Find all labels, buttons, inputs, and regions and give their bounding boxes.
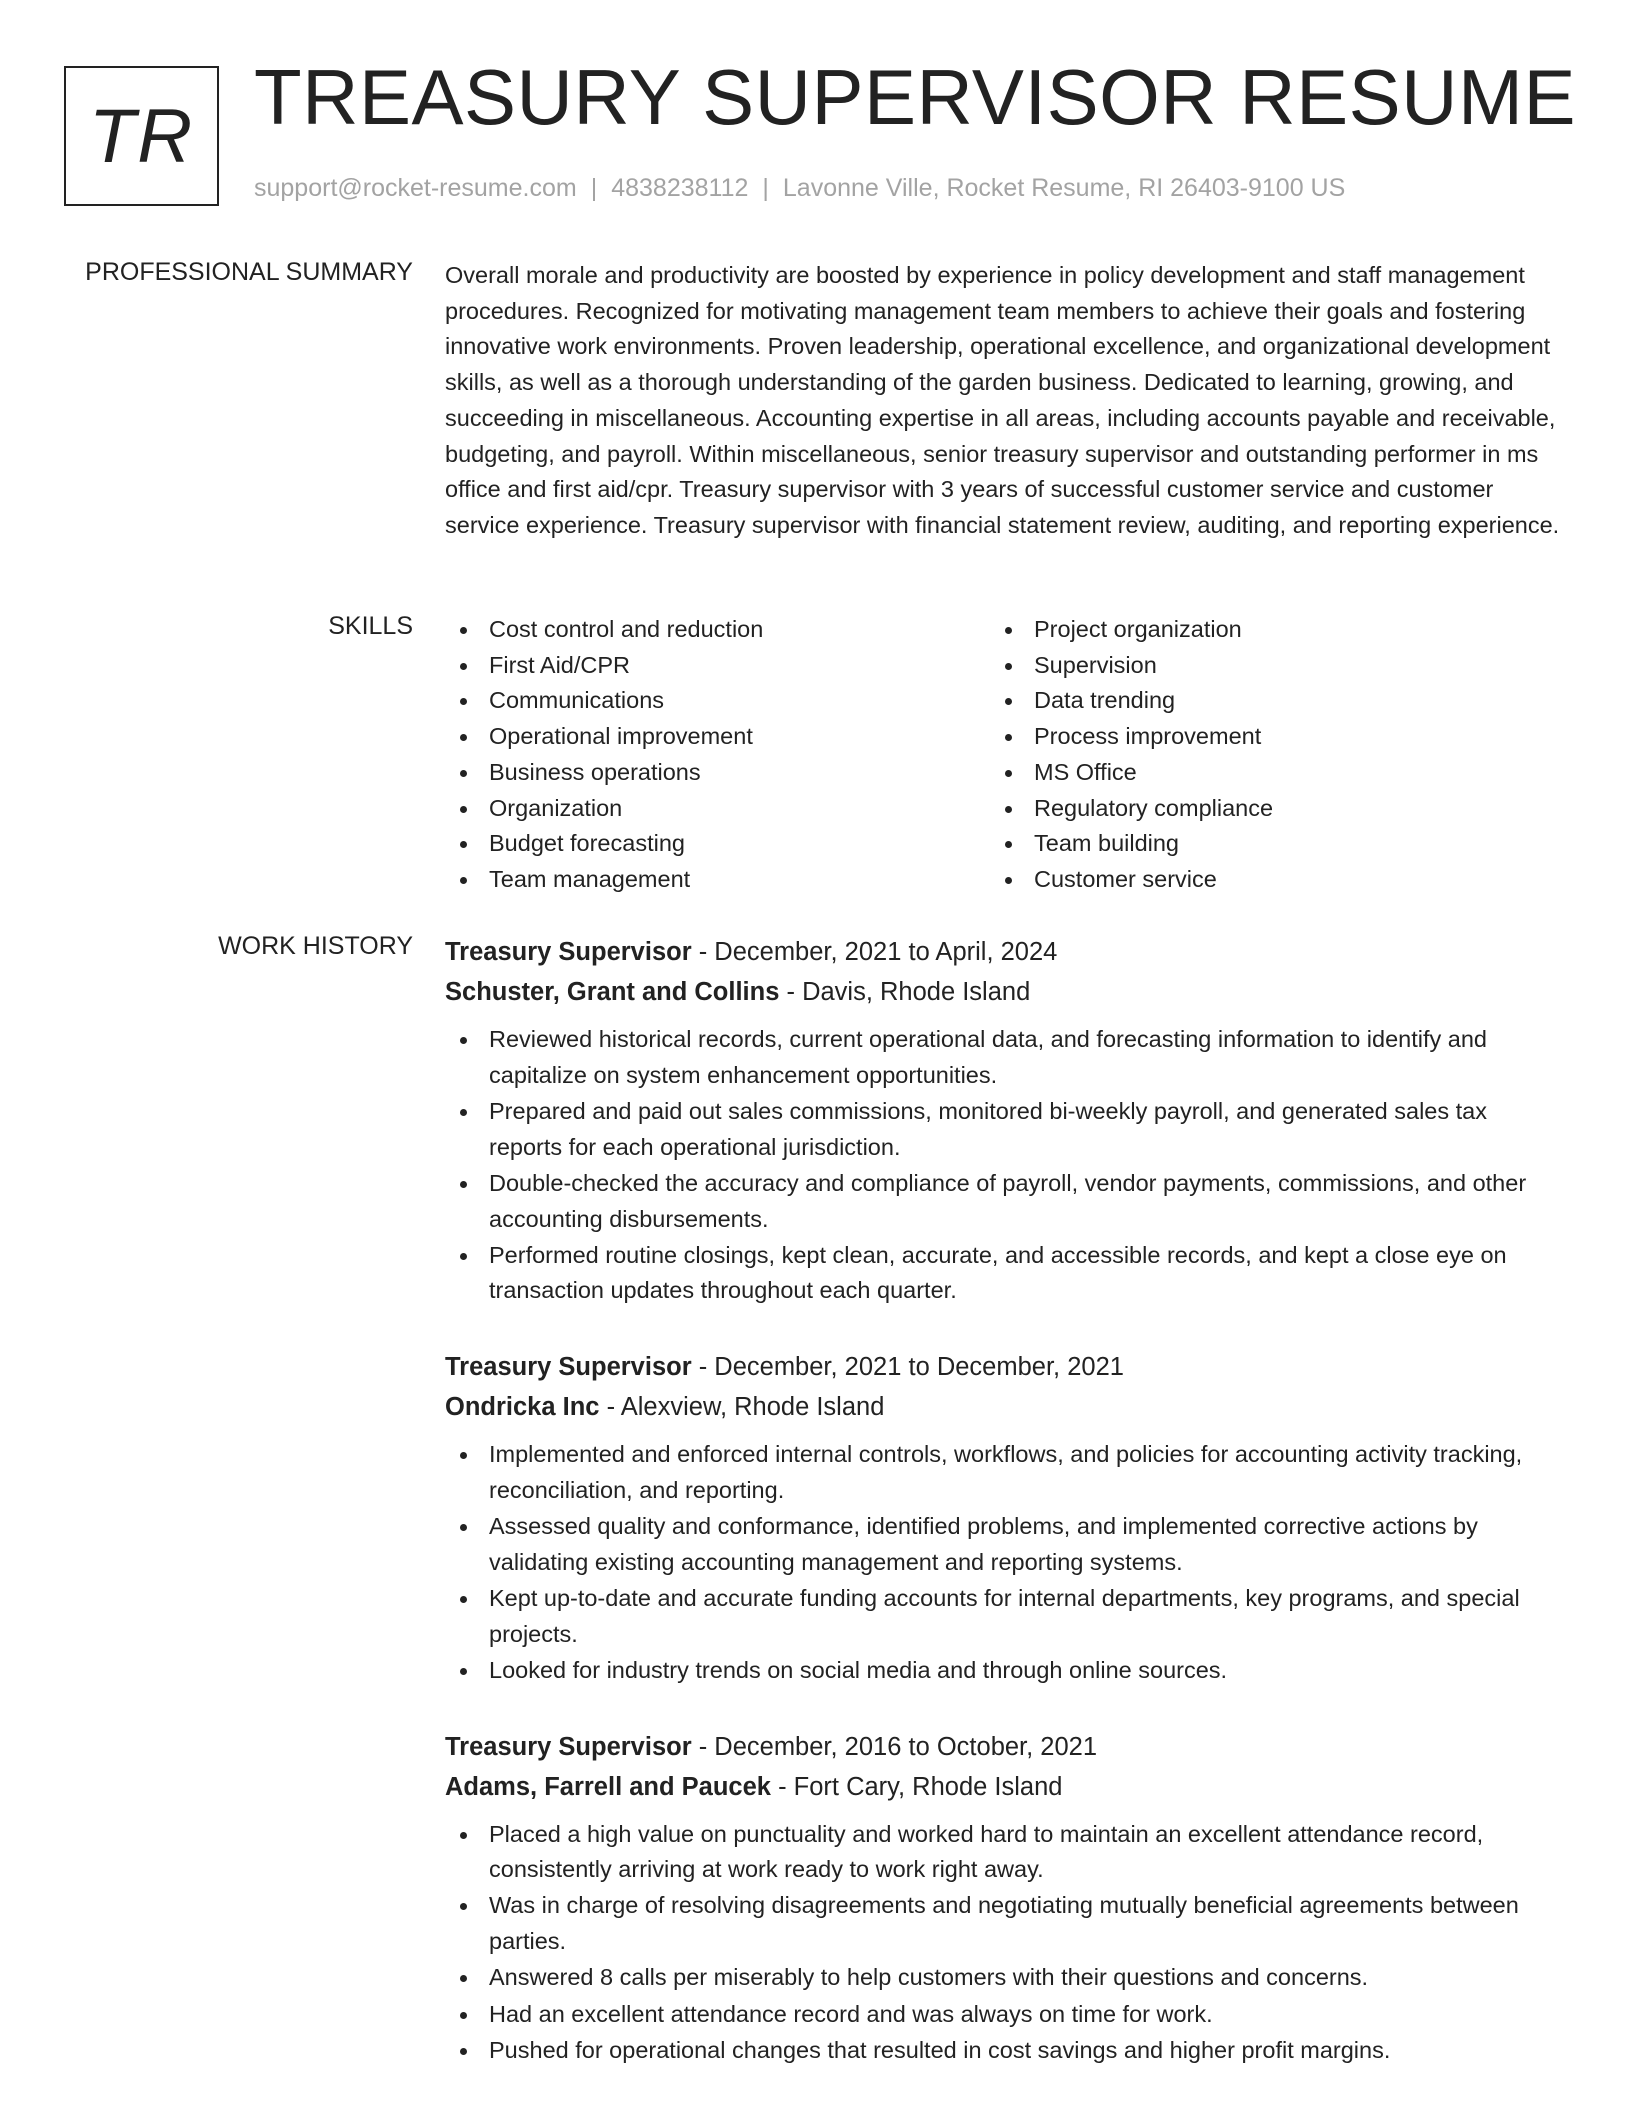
job-location: - Alexview, Rhode Island [599, 1393, 885, 1422]
job-bullet: Looked for industry trends on social media and through online sources. [445, 1653, 1560, 1689]
skill-item: Regulatory compliance [990, 791, 1535, 827]
job-bullets [445, 1022, 1560, 1309]
job-entry [445, 932, 1560, 1309]
job-title-line [445, 1727, 1560, 1767]
skill-item: Supervision [990, 648, 1535, 684]
contact-phone: 4838238112 [611, 174, 749, 202]
contact-address: Lavonne Ville, Rocket Resume, RI 26403-9100 US [782, 174, 1346, 202]
contact-separator: | [762, 174, 769, 202]
job-location: - Fort Cary, Rhode Island [770, 1772, 1063, 1801]
job-title-line [445, 1347, 1560, 1387]
job-bullet: Double-checked the accuracy and compliance of payroll, vendor payments, commissions, and other accounting disbursements. [445, 1166, 1560, 1237]
skill-item: Communications [445, 683, 990, 719]
skill-item: Organization [445, 791, 990, 827]
job-company: Schuster, Grant and Collins [445, 978, 780, 1006]
skill-item: MS Office [990, 755, 1535, 791]
skill-item: First Aid/CPR [445, 648, 990, 684]
skill-item: Project organization [990, 612, 1535, 648]
job-company: Ondricka Inc [445, 1393, 600, 1422]
job-bullets [445, 1817, 1560, 2069]
job-bullet: Kept up-to-date and accurate funding accounts for internal departments, key programs, and special projects. [445, 1581, 1560, 1652]
skills-body [445, 612, 1560, 898]
job-dates: - December, 2021 to December, 2021 [691, 1353, 1124, 1382]
job-company: Adams, Farrell and Paucek [445, 1772, 771, 1801]
skill-item: Budget forecasting [445, 826, 990, 862]
contact-line [254, 174, 1345, 203]
job-bullets [445, 1437, 1560, 1688]
job-bullet: Assessed quality and conformance, identified problems, and implemented corrective actions by validating existing accounting management and reporting systems. [445, 1509, 1560, 1580]
job-company-line [445, 972, 1560, 1012]
job-bullet: Implemented and enforced internal controls, workflows, and policies for accounting activity tracking, reconciliation, and reporting. [445, 1437, 1560, 1508]
job-bullet: Pushed for operational changes that resulted in cost savings and higher profit margins. [445, 2033, 1560, 2069]
work-history-heading: WORK HISTORY [218, 932, 413, 960]
job-bullet: Performed routine closings, kept clean, accurate, and accessible records, and kept a close eye on transaction updates throughout each quarter. [445, 1238, 1560, 1309]
job-title: Treasury Supervisor [445, 1353, 692, 1382]
job-bullet: Was in charge of resolving disagreements and negotiating mutually beneficial agreements between parties. [445, 1888, 1560, 1959]
skill-item: Process improvement [990, 719, 1535, 755]
job-bullet: Reviewed historical records, current operational data, and forecasting information to identify and capitalize on system enhancement opportunities. [445, 1022, 1560, 1093]
job-bullet: Placed a high value on punctuality and worked hard to maintain an excellent attendance record, consistently arriving at work ready to work right away. [445, 1817, 1560, 1888]
skills-right-column [990, 612, 1535, 898]
skill-item: Customer service [990, 862, 1535, 898]
job-dates: - December, 2021 to April, 2024 [691, 938, 1058, 966]
job-company-line [445, 1767, 1560, 1807]
skill-item: Team building [990, 826, 1535, 862]
contact-email: support@rocket-resume.com [254, 174, 577, 202]
skill-item: Business operations [445, 755, 990, 791]
job-title: Treasury Supervisor [445, 1732, 692, 1761]
job-entry [445, 1727, 1560, 2069]
skills-heading: SKILLS [328, 612, 413, 640]
job-title: Treasury Supervisor [445, 938, 692, 966]
skill-item: Operational improvement [445, 719, 990, 755]
work-history-body [445, 932, 1560, 2106]
job-title-line [445, 932, 1560, 972]
job-location: - Davis, Rhode Island [779, 978, 1031, 1006]
skills-left-column [445, 612, 990, 898]
monogram-initials: TR [88, 93, 195, 179]
monogram-box [64, 66, 219, 206]
job-bullet: Answered 8 calls per miserably to help customers with their questions and concerns. [445, 1960, 1560, 1996]
summary-text: Overall morale and productivity are boosted by experience in policy development and staff management procedures. Recognized for motivating management team members to achieve their goals and fostering innovative work environments. Proven leadership, operational excellence, and organizational development skills, as well as a thorough understanding of the garden business. Dedicated to learning, growing, and succeeding in miscellaneous. Accounting expertise in all areas, including accounts payable and receivable, budgeting, and payroll. Within miscellaneous, senior treasury supervisor and outstanding performer in ms office and first aid/cpr. Treasury supervisor with 3 years of successful customer service and customer service experience. Treasury supervisor with financial statement review, auditing, and reporting experience. [445, 262, 1560, 538]
page-title: TREASURY SUPERVISOR RESUME [254, 53, 1577, 141]
job-entry [445, 1347, 1560, 1688]
job-company-line [445, 1387, 1560, 1427]
job-bullet: Prepared and paid out sales commissions, monitored bi-weekly payroll, and generated sales tax reports for each operational jurisdiction. [445, 1094, 1560, 1165]
job-bullet: Had an excellent attendance record and was always on time for work. [445, 1997, 1560, 2033]
contact-separator: | [590, 174, 598, 202]
skill-item: Team management [445, 862, 990, 898]
skill-item: Cost control and reduction [445, 612, 990, 648]
job-dates: - December, 2016 to October, 2021 [691, 1732, 1098, 1761]
summary-heading: PROFESSIONAL SUMMARY [85, 258, 413, 286]
skill-item: Data trending [990, 683, 1535, 719]
